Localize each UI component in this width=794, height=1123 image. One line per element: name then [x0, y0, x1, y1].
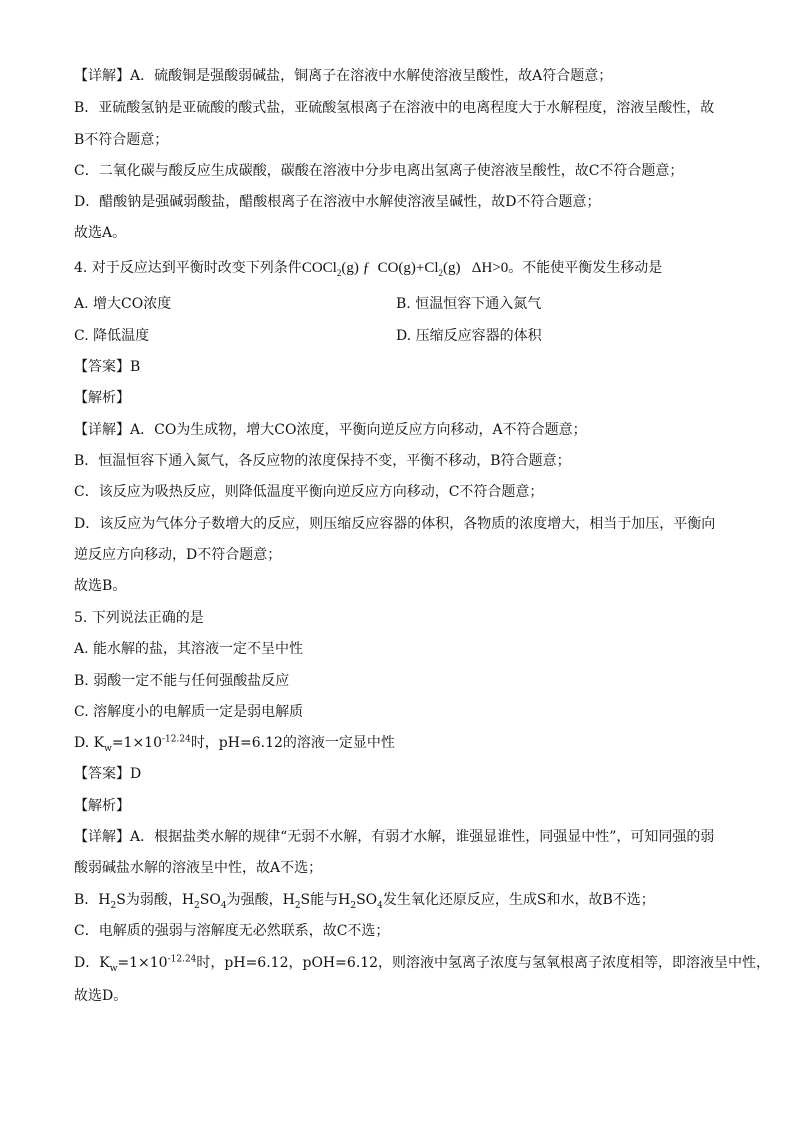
- equilibrium-arrow-icon: ƒ: [362, 260, 371, 276]
- chem-text: S为弱酸，H: [116, 892, 195, 908]
- q3-detail-a: 【详解】A．硫酸铜是强酸弱碱盐，铜离子在溶液中水解使溶液呈酸性，故A符合题意；: [74, 68, 613, 84]
- eq-sub: 2: [336, 268, 342, 278]
- q3-option-b-line2: B不符合题意；: [74, 132, 169, 148]
- q5-answer: 【答案】D: [74, 766, 142, 782]
- q5-analysis-label: 【解析】: [74, 798, 130, 814]
- q4-detail-a: 【详解】A．CO为生成物，增大CO浓度，平衡向逆反应方向移动，A不符合题意；: [74, 422, 587, 438]
- q4-stem-tail: 。不能使平衡发生移动是: [508, 260, 663, 276]
- q4-conclusion: 故选B。: [74, 578, 127, 594]
- eq-sub: 2: [438, 268, 444, 278]
- q5-detail-a-line2: 酸弱碱盐水解的溶液呈中性，故A不选；: [74, 860, 323, 876]
- q3-option-c: C．二氧化碳与酸反应生成碳酸，碳酸在溶液中分步电离出氢离子使溶液呈酸性，故C不符合题意；: [74, 163, 684, 179]
- q4-analysis-label: 【解析】: [74, 390, 130, 406]
- q5-option-a: A. 能水解的盐，其溶液一定不呈中性: [74, 641, 304, 657]
- chem-text: S能与H: [300, 892, 351, 908]
- q5-detail-a-line1: 【详解】A．根据盐类水解的规律“无弱不水解，有弱才水解，谁强显谁性，同强显中性”，可知同强的弱: [74, 829, 715, 845]
- q3-option-b-line1: B．亚硫酸氢钠是亚硫酸的酸式盐，亚硫酸氢根离子在溶液中的电离程度大于水解程度，溶液呈酸性，故: [74, 100, 715, 116]
- q4-answer: 【答案】B: [74, 359, 141, 375]
- q4-option-a: A. 增大CO浓度: [74, 296, 172, 312]
- q5-detail-d-sub: w: [109, 963, 118, 974]
- eq-products: CO(g)+Cl: [377, 260, 439, 276]
- q5-detail-d-value: =1×10: [117, 955, 168, 971]
- q5-option-d-sub: w: [104, 743, 112, 754]
- chem-sub: 2: [294, 900, 301, 911]
- q3-option-d: D．醋酸钠是强碱弱酸盐，醋酸根离子在溶液中水解使溶液呈碱性，故D不符合题意；: [74, 194, 601, 210]
- eq-cocl: COCl: [301, 260, 337, 276]
- q4-equation: [302, 260, 508, 276]
- q4-stem-text: 4. 对于反应达到平衡时改变下列条件: [74, 260, 302, 276]
- q5-detail-b: [74, 890, 724, 910]
- q4-detail-d-line2: 逆反应方向移动，D不符合题意；: [74, 547, 282, 563]
- q5-detail-c: C．电解质的强弱与溶解度无必然联系，故C不选；: [74, 923, 390, 939]
- chem-text: B．H: [74, 892, 111, 908]
- chem-text: SO: [356, 892, 378, 908]
- q5-detail-d-prefix: D．K: [74, 955, 110, 971]
- q4-detail-d-line1: D．该反应为气体分子数增大的反应，则压缩反应容器的体积，各物质的浓度增大，相当于加压，平衡向: [74, 516, 716, 532]
- q4-option-d: D. 压缩反应容器的体积: [396, 328, 542, 344]
- q5-detail-d-tail: 时，pH=6.12，pOH=6.12，则溶液中氢离子浓度与氢氧根离子浓度相等，即溶液呈中性，: [196, 955, 771, 971]
- q5-option-d-tail: 时，pH=6.12的溶液一定显中性: [190, 735, 395, 751]
- q4-detail-c: C．该反应为吸热反应，则降低温度平衡向逆反应方向移动，C不符合题意；: [74, 484, 544, 500]
- q4-option-b: B. 恒温恒容下通入氮气: [396, 296, 542, 312]
- q5-option-d-prefix: D. K: [74, 735, 105, 751]
- q5-option-d: [74, 733, 724, 753]
- q5-detail-d: [74, 953, 771, 974]
- chem-text: 为强酸，H: [226, 892, 295, 908]
- chem-sub: 4: [377, 900, 383, 911]
- chem-sub: 4: [220, 900, 227, 911]
- eq-state: (g): [443, 260, 461, 276]
- chem-sub: 2: [194, 900, 200, 911]
- q3-conclusion: 故选A。: [74, 225, 127, 241]
- chem-sub: 2: [350, 900, 357, 911]
- q5-option-d-value: =1×10: [111, 735, 162, 751]
- eq-enthalpy: ΔH>0: [471, 260, 509, 276]
- q5-stem: 5. 下列说法正确的是: [74, 610, 204, 626]
- q5-option-b: B. 弱酸一定不能与任何强酸盐反应: [74, 673, 290, 689]
- q4-detail-b: B．恒温恒容下通入氮气，各反应物的浓度保持不变，平衡不移动，B符合题意；: [74, 453, 571, 469]
- chem-sub: 2: [110, 900, 117, 911]
- chem-text: 发生氧化还原反应，生成S和水，故B不选；: [382, 892, 655, 908]
- q5-conclusion: 故选D。: [74, 988, 128, 1004]
- chem-text: SO: [199, 892, 221, 908]
- eq-state: (g): [341, 260, 359, 276]
- q5-option-d-exponent: -12.24: [162, 734, 191, 745]
- q5-detail-d-exponent: -12.24: [167, 954, 197, 965]
- q5-option-c: C. 溶解度小的电解质一定是弱电解质: [74, 704, 304, 720]
- q4-option-c: C. 降低温度: [74, 328, 150, 344]
- q4-stem: [74, 258, 724, 278]
